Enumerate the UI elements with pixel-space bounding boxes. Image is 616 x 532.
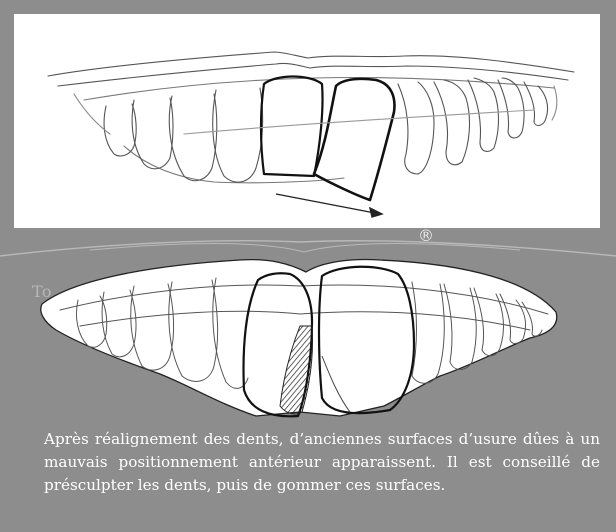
tooth-right-2	[434, 80, 469, 165]
tooth-left-4	[213, 88, 263, 182]
tooth-left-1	[104, 104, 136, 156]
tooth-left-3	[169, 94, 216, 181]
tooth-right-4	[498, 78, 524, 138]
lower-sketch	[0, 226, 616, 426]
tooth-right-1	[398, 82, 434, 174]
tooth-right-5	[524, 82, 548, 125]
lower-teeth-sketch	[0, 226, 616, 426]
tooth-left-2	[132, 98, 173, 169]
tooth-central-right-rotated	[314, 79, 394, 200]
upper-teeth-sketch	[14, 14, 600, 228]
tooth-central-left	[261, 77, 323, 177]
registered-icon: ®	[418, 226, 434, 245]
caption-text: Après réalignement des dents, d’anciennes surfaces d’usure dûes à un mauvais positionnement antérieur apparaissent. Il est conseillé de présculpter les dents, puis de gommer ces surfaces.	[44, 430, 600, 494]
upper-sketch-panel	[14, 14, 600, 228]
lip-outline	[48, 52, 574, 76]
tooth-right-3	[468, 78, 499, 151]
watermark-ghost-text: To	[32, 282, 53, 301]
